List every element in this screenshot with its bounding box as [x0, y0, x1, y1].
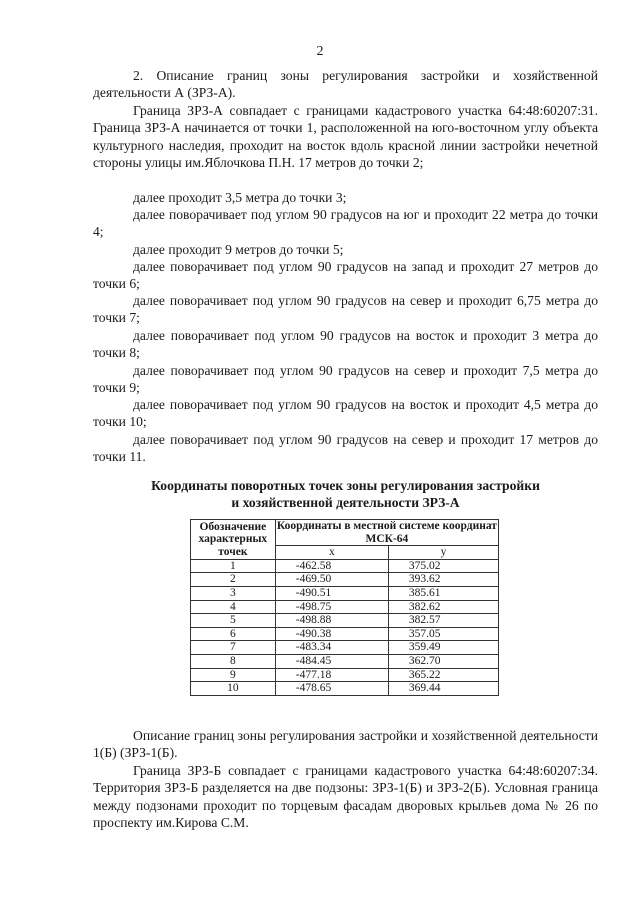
coordinates-table	[190, 519, 499, 696]
x-cell: -477.18	[275, 668, 388, 682]
table-row	[191, 627, 499, 641]
section-b-boundary: Граница ЗРЗ-Б совпадает с границами кадастрового участка 64:48:60207:34. Территория ЗРЗ-Б разделяется на две подзоны: ЗРЗ-1(Б) и ЗРЗ-2(Б). Условная граница между подзонами проходит по торцевым фасадам дворовых крыльев дома № 26 по проспекту им.Кирова С.М.	[93, 763, 598, 830]
x-cell: -498.88	[275, 614, 388, 628]
y-cell: 393.62	[388, 573, 498, 587]
table-row	[191, 600, 499, 614]
table-row	[191, 573, 499, 587]
table-row	[191, 641, 499, 655]
boundary-step: далее поворачивает под углом 90 градусов на восток и проходит 4,5 метра до точки 10;	[93, 397, 598, 430]
table-row	[191, 614, 499, 628]
point-cell: 7	[191, 641, 276, 655]
table-row	[191, 586, 499, 600]
table-row	[191, 559, 499, 573]
boundary-step: далее поворачивает под углом 90 градусов на юг и проходит 22 метра до точки 4;	[93, 207, 598, 240]
x-header: x	[275, 546, 388, 560]
point-cell: 3	[191, 586, 276, 600]
page-number: 2	[316, 44, 324, 59]
section-b-heading: Описание границ зоны регулирования застройки и хозяйственной деятельности 1(Б) (ЗРЗ-1(Б).	[93, 728, 598, 761]
x-cell: -484.45	[275, 654, 388, 668]
x-cell: -462.58	[275, 559, 388, 573]
point-cell: 1	[191, 559, 276, 573]
y-cell: 369.44	[388, 682, 498, 696]
table-title-line-1: Координаты поворотных точек зоны регулирования застройки	[151, 478, 540, 493]
table-row	[191, 682, 499, 696]
boundary-step: далее поворачивает под углом 90 градусов на восток и проходит 3 метра до точки 8;	[93, 328, 598, 361]
y-cell: 357.05	[388, 627, 498, 641]
y-cell: 359.49	[388, 641, 498, 655]
y-cell: 385.61	[388, 586, 498, 600]
table-row	[191, 668, 499, 682]
x-cell: -490.51	[275, 586, 388, 600]
point-cell: 4	[191, 600, 276, 614]
x-cell: -483.34	[275, 641, 388, 655]
point-cell: 9	[191, 668, 276, 682]
x-cell: -469.50	[275, 573, 388, 587]
point-cell: 10	[191, 682, 276, 696]
point-cell: 8	[191, 654, 276, 668]
y-cell: 382.57	[388, 614, 498, 628]
boundary-step: далее поворачивает под углом 90 градусов на север и проходит 6,75 метра до точки 7;	[93, 293, 598, 326]
x-cell: -490.38	[275, 627, 388, 641]
y-cell: 362.70	[388, 654, 498, 668]
y-cell: 375.02	[388, 559, 498, 573]
point-cell: 2	[191, 573, 276, 587]
coordinates-header: Координаты в местной системе координат МСК-64	[276, 520, 497, 545]
y-header: y	[388, 546, 498, 560]
x-cell: -498.75	[275, 600, 388, 614]
boundary-step: далее поворачивает под углом 90 градусов на север и проходит 17 метров до точки 11.	[93, 432, 598, 465]
section-a-heading: 2. Описание границ зоны регулирования застройки и хозяйственной деятельности А (ЗРЗ-А).	[93, 68, 598, 101]
table-row	[191, 654, 499, 668]
boundary-step: далее поворачивает под углом 90 градусов на север и проходит 7,5 метра до точки 9;	[93, 363, 598, 396]
boundary-step: далее поворачивает под углом 90 градусов на запад и проходит 27 метров до точки 6;	[93, 259, 598, 292]
point-cell: 5	[191, 614, 276, 628]
point-designation-header: Обозначение характерных точек	[191, 520, 276, 560]
table-title-line-2: и хозяйственной деятельности ЗРЗ-А	[231, 495, 460, 510]
y-cell: 365.22	[388, 668, 498, 682]
boundary-step: далее проходит 3,5 метра до точки 3;	[133, 190, 347, 205]
point-cell: 6	[191, 627, 276, 641]
y-cell: 382.62	[388, 600, 498, 614]
section-a-boundary: Граница ЗРЗ-А совпадает с границами кадастрового участка 64:48:60207:31. Граница ЗРЗ-А начинается от точки 1, расположенной на юго-восточном углу объекта культурного наследия, проходит на восток вдоль красной линии застройки нечетной стороны улицы им.Яблочкова П.Н. 17 метров до точки 2;	[93, 103, 598, 170]
x-cell: -478.65	[275, 682, 388, 696]
boundary-step: далее проходит 9 метров до точки 5;	[133, 242, 344, 257]
